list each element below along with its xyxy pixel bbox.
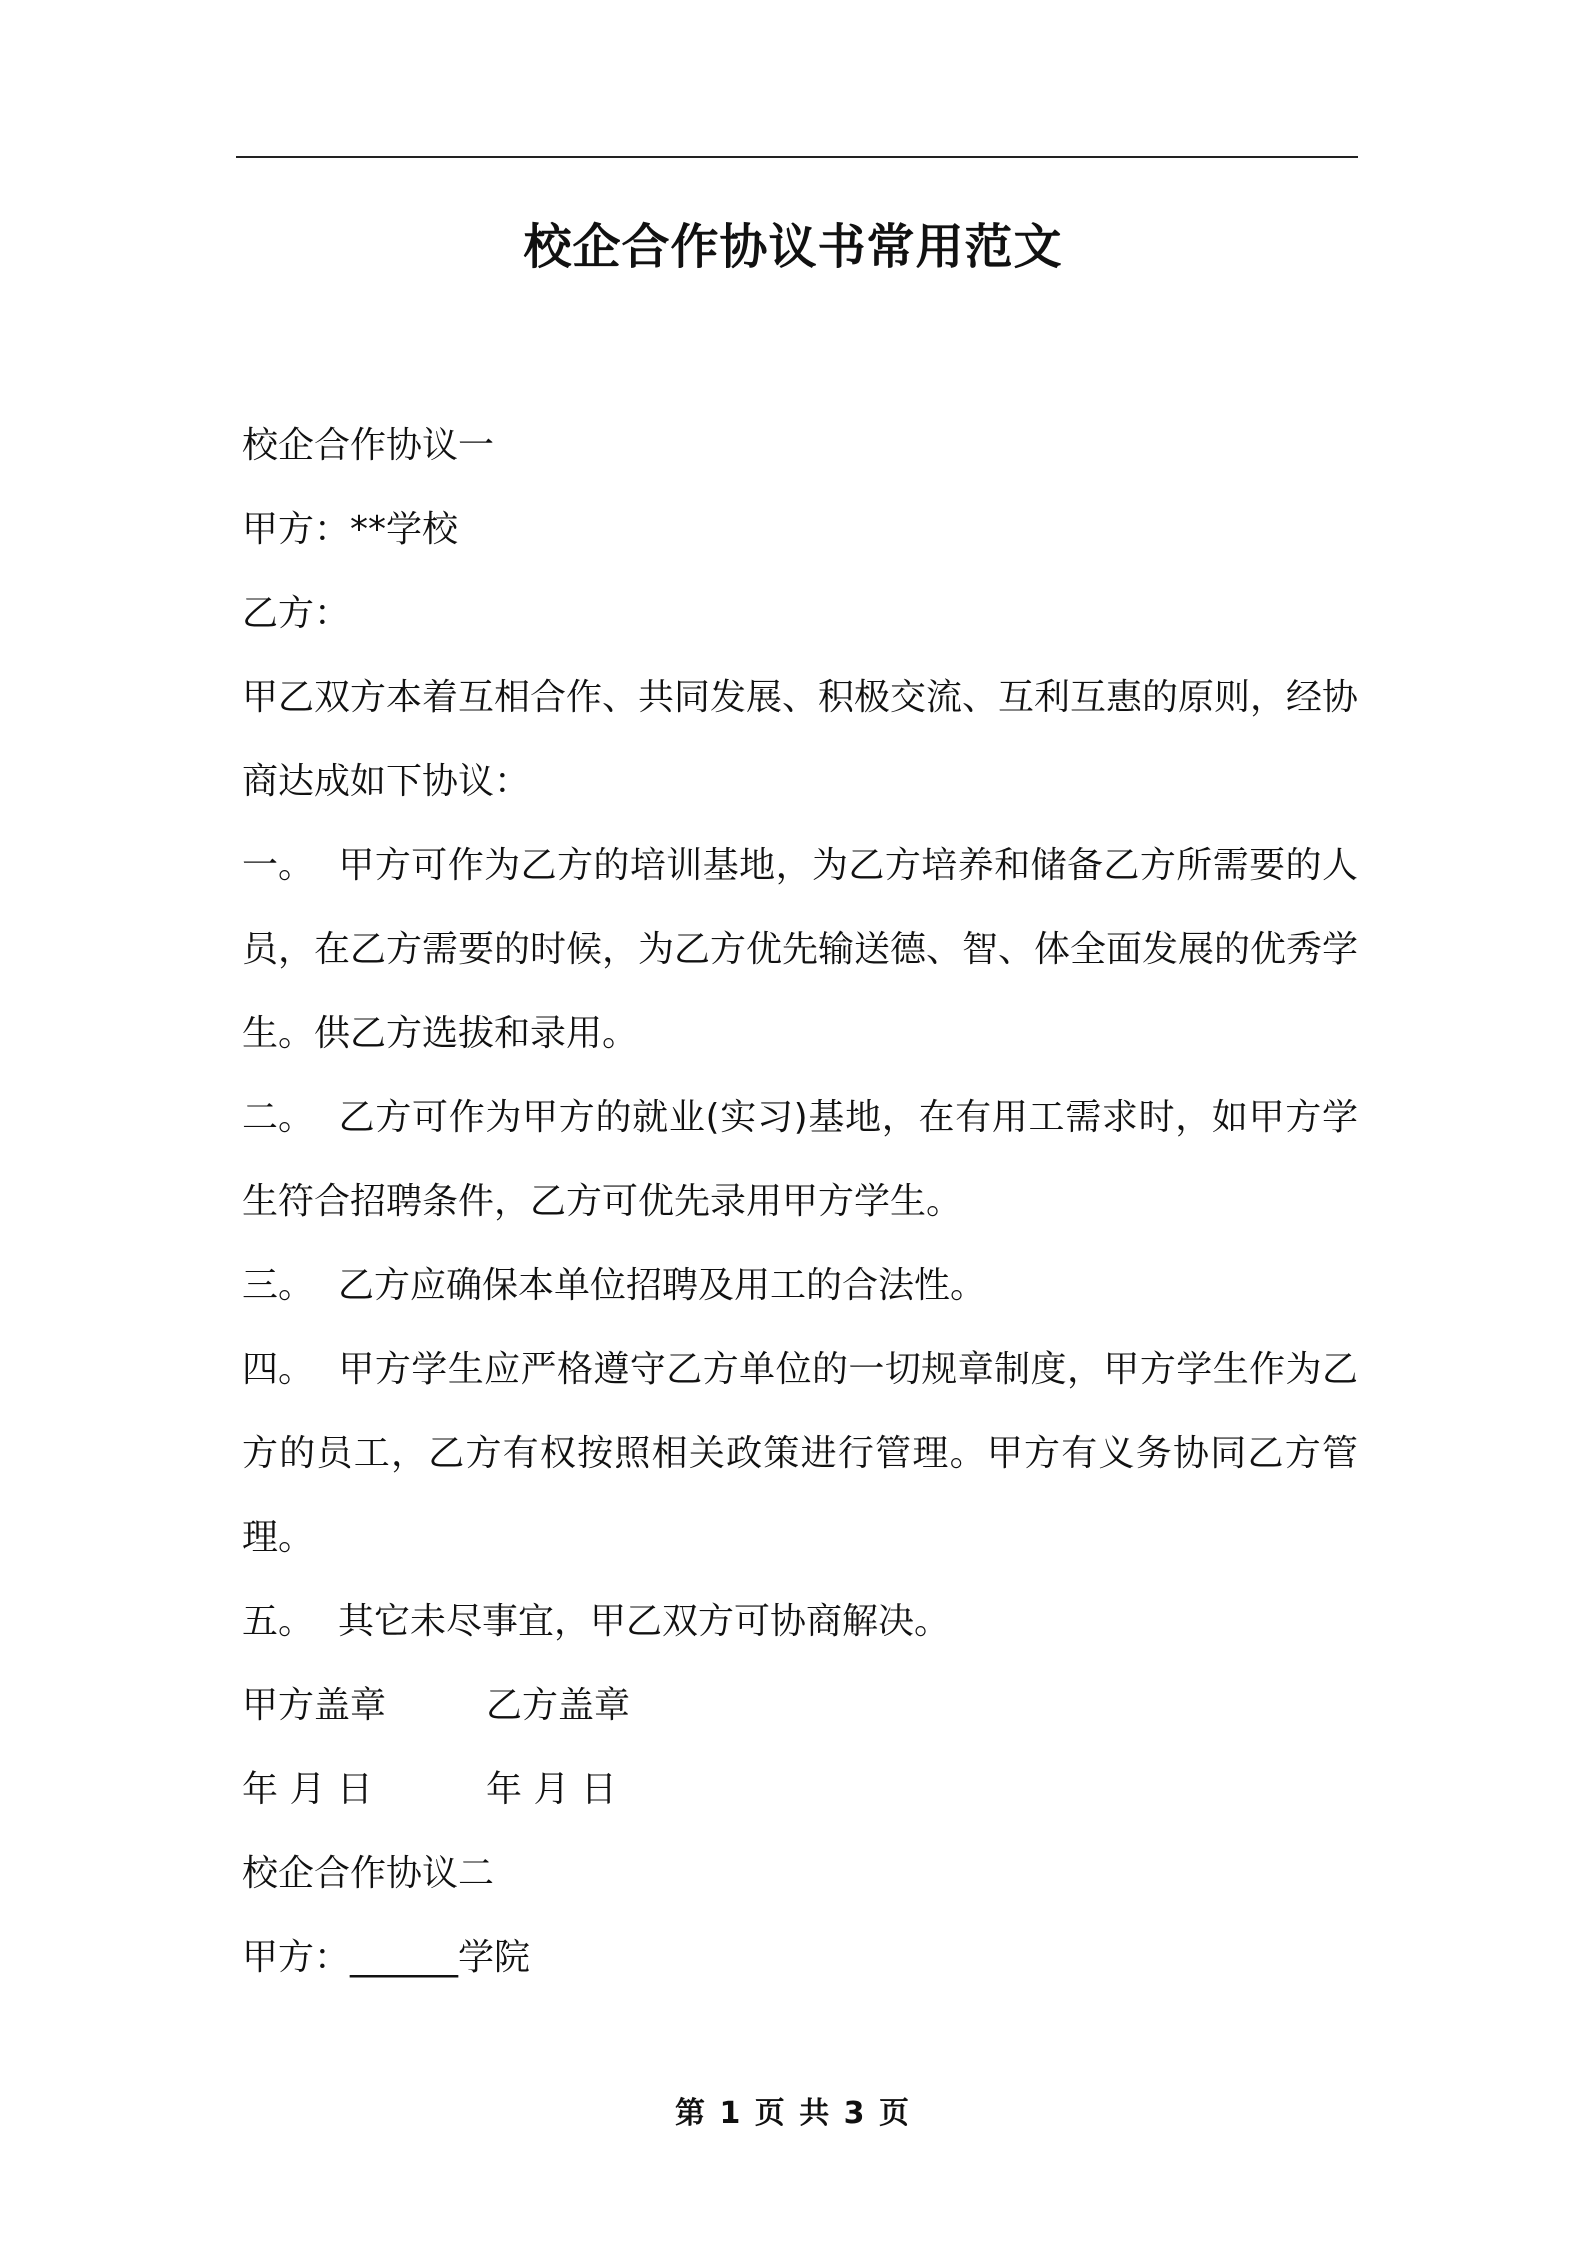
agreement-2-heading: 校企合作协议二 xyxy=(242,1853,495,1894)
seal-row xyxy=(242,1664,1358,1748)
page-footer: 第 1 页 共 3 页 xyxy=(675,2096,911,2131)
clause-number: 一。 xyxy=(242,845,315,886)
clause-2 xyxy=(242,1076,1358,1244)
clause-text: 甲方学生应严格遵守乙方单位的一切规章制度，甲方学生作为乙方的员工，乙方有权按照相关政策进行管理。甲方有义务协同乙方管理。 xyxy=(242,1349,1358,1558)
clause-text: 乙方应确保本单位招聘及用工的合法性。 xyxy=(338,1265,987,1306)
clause-text: 乙方可作为甲方的就业(实习)基地，在有用工需求时，如甲方学生符合招聘条件，乙方可优先录用甲方学生。 xyxy=(242,1097,1358,1222)
document-title: 校企合作协议书常用范文 xyxy=(523,219,1063,275)
clause-number: 二。 xyxy=(242,1097,315,1138)
agreement-1-heading: 校企合作协议一 xyxy=(242,425,495,466)
clause-4 xyxy=(242,1328,1358,1580)
document-body xyxy=(242,404,1358,2000)
clause-3 xyxy=(242,1244,1358,1328)
clause-number: 三。 xyxy=(242,1265,315,1306)
party-b-date: 年 月 日 xyxy=(486,1769,617,1810)
intro-paragraph: 甲乙双方本着互相合作、共同发展、积极交流、互利互惠的原则，经协商达成如下协议： xyxy=(242,677,1359,802)
agreement-2-party-a: 甲方：______学院 xyxy=(242,1937,531,1978)
clause-number: 五。 xyxy=(242,1601,315,1642)
header-rule xyxy=(236,156,1358,158)
party-a-line: 甲方：**学校 xyxy=(242,509,459,550)
clause-1 xyxy=(242,824,1358,1076)
clause-number: 四。 xyxy=(242,1349,315,1390)
clause-text: 其它未尽事宜，甲乙双方可协商解决。 xyxy=(338,1601,951,1642)
party-b-seal: 乙方盖章 xyxy=(486,1685,631,1726)
clause-5 xyxy=(242,1580,1358,1664)
party-a-date: 年 月 日 xyxy=(242,1769,373,1810)
date-row xyxy=(242,1748,1358,1832)
clause-text: 甲方可作为乙方的培训基地，为乙方培养和储备乙方所需要的人员，在乙方需要的时候，为乙方优先输送德、智、体全面发展的优秀学生。供乙方选拔和录用。 xyxy=(242,845,1359,1054)
party-a-seal: 甲方盖章 xyxy=(242,1685,387,1726)
party-b-line: 乙方： xyxy=(242,593,351,634)
